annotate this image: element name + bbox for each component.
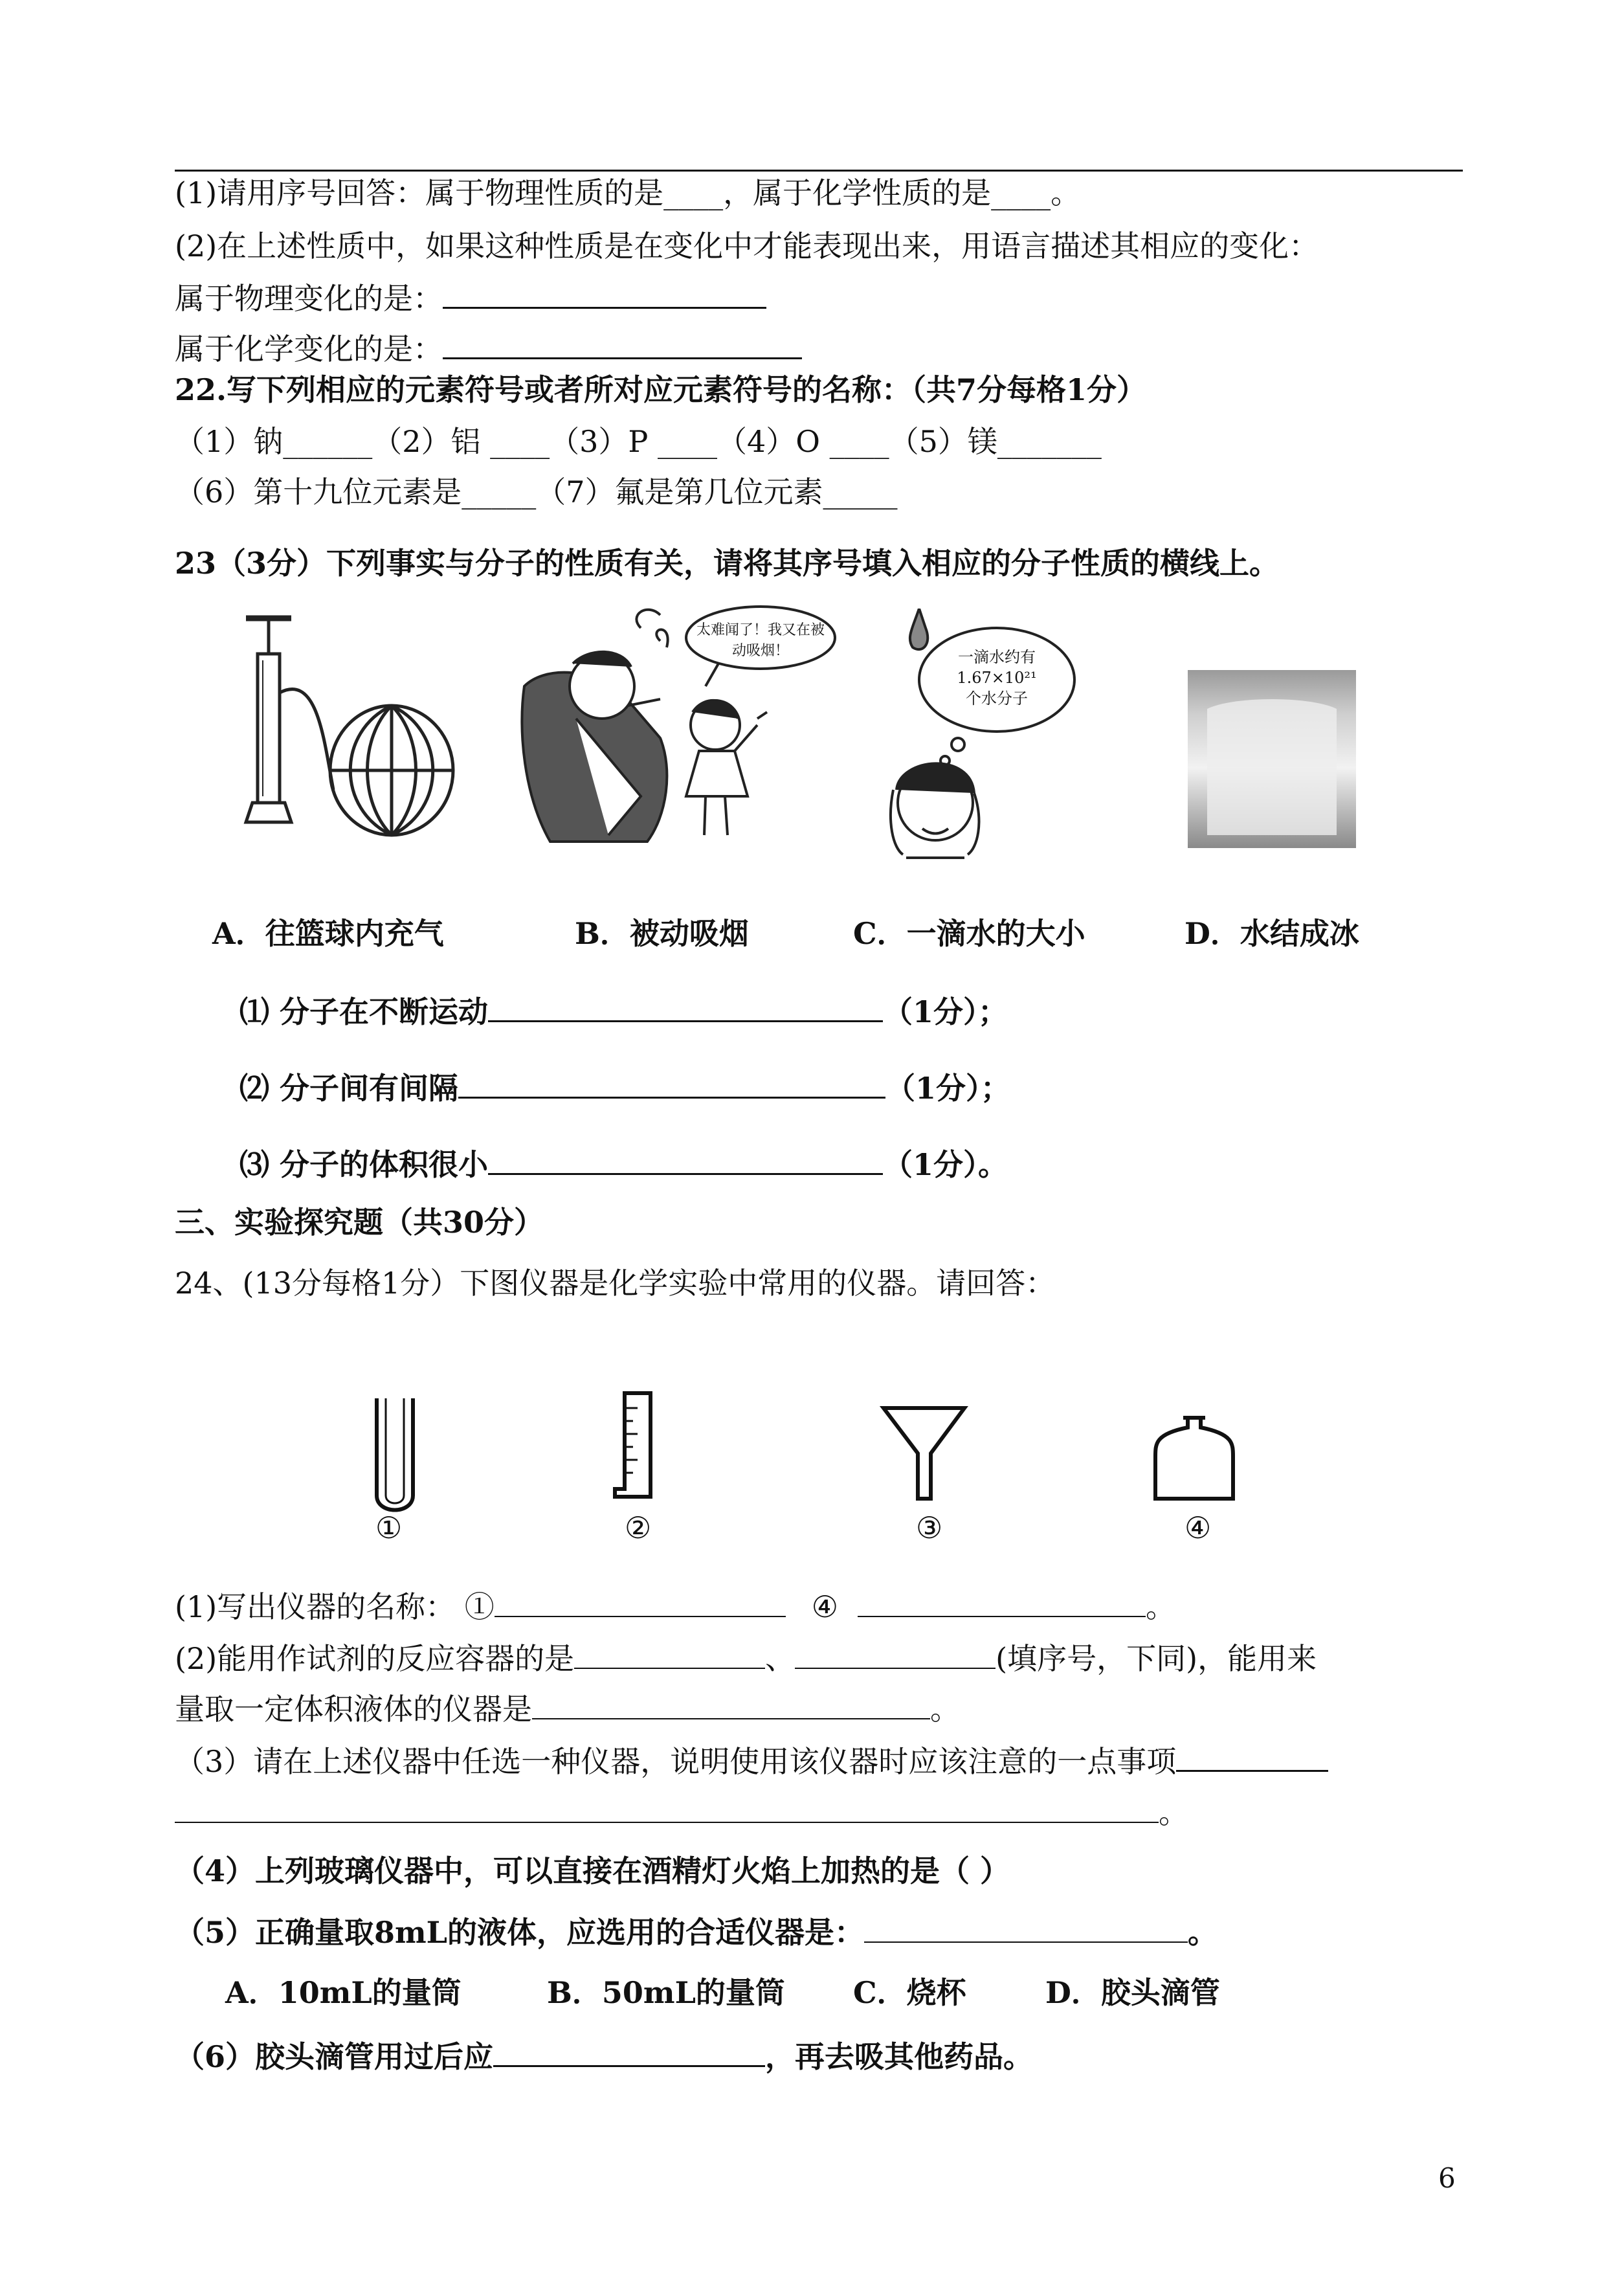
q24-part-1 (175, 1587, 1175, 1626)
q24-part-6-end: ，再去吸其他药品。 (765, 2039, 1034, 2074)
option-c: C．一滴水的大小 (853, 916, 1085, 951)
answer-blank[interactable] (175, 1793, 1159, 1823)
answer-blank[interactable] (495, 1587, 786, 1617)
label-1: ① (375, 1510, 403, 1545)
q22-title: 22.写下列相应的元素符号或者所对应元素符号的名称：（共7分每格1分） (175, 372, 1147, 407)
q24-part-1-text: (1)写出仪器的名称： ① (175, 1589, 495, 1624)
page-number: 6 (1438, 2162, 1456, 2194)
q24-title: 24、(13分每格1分）下图仪器是化学实验中常用的仪器。请回答： (175, 1266, 1056, 1301)
q21-chemical-label: 属于化学变化的是： (175, 331, 443, 366)
q23-item-2-text: ⑵ 分子间有间隔 (239, 1071, 459, 1106)
answer-blank[interactable] (532, 1690, 930, 1719)
q24-part-3-text: （3）请在上述仪器中任选一种仪器，说明使用该仪器时应该注意的一点事项 (175, 1744, 1177, 1779)
q24-5-option-a: A．10mL的量筒 (225, 1975, 462, 2010)
q24-5-option-d: D．胶头滴管 (1045, 1975, 1220, 2010)
answer-blank[interactable] (443, 329, 802, 359)
funnel (884, 1408, 964, 1499)
q24-part-2-sep: 、 (765, 1641, 795, 1676)
answer-blank[interactable] (493, 2037, 765, 2067)
q24-part-5-text: （5）正确量取8mL的液体，应选用的合适仪器是： (175, 1915, 865, 1950)
q24-part-5-end: 。 (1188, 1915, 1218, 1950)
instruments-figure (362, 1379, 1282, 1560)
section-3-heading: 三、实验探究题（共30分） (175, 1205, 544, 1240)
water-drop-picture (887, 609, 1094, 861)
answer-blank[interactable] (443, 278, 766, 309)
option-a: A．往篮球内充气 (212, 916, 444, 951)
q24-part-4: （4）上列玻璃仪器中，可以直接在酒精灯火焰上加热的是（ ） (175, 1853, 1010, 1888)
q21-line-2: (2)在上述性质中，如果这种性质是在变化中才能表现出来，用语言描述其相应的变化： (175, 229, 1319, 263)
q24-5-option-b: B．50mL的量筒 (547, 1975, 785, 2010)
q23-item-2 (239, 1068, 1010, 1108)
water-bubble-line-3: 个水分子 (966, 689, 1028, 708)
answer-blank[interactable] (574, 1639, 765, 1669)
wide-mouth-bottle (1155, 1418, 1233, 1499)
answer-blank[interactable] (795, 1639, 996, 1669)
water-bubble-line-1: 一滴水约有 (958, 648, 1036, 666)
q23-item-2-score: （1分）； (885, 1071, 1011, 1106)
q24-part-1-end: 。 (1146, 1589, 1176, 1624)
label-3: ③ (916, 1510, 943, 1545)
q23-item-3 (239, 1145, 1008, 1184)
q24-part-1-circle-4: ④ (811, 1589, 839, 1624)
label-2: ② (625, 1510, 652, 1545)
answer-blank[interactable] (488, 992, 883, 1022)
test-tube (377, 1398, 413, 1510)
q24-part-2-text: (2)能用作试剂的反应容器的是 (175, 1641, 575, 1676)
smoking-speech-bubble: 太难闻了！我又在被动吸烟！ (696, 622, 825, 659)
q22-row-1: （1）钠______（2）铝 ____（3）P ____（4）O ____（5）镁_______ (175, 424, 1102, 459)
q24-part-3-end: 。 (1159, 1795, 1188, 1830)
ice-picture (1188, 670, 1356, 848)
q23-item-3-text: ⑶ 分子的体积很小 (239, 1147, 489, 1182)
q24-part-6-text: （6）胶头滴管用过后应 (175, 2039, 494, 2074)
q24-part-2-note: (填序号，下同)，能用来 (996, 1641, 1317, 1676)
q24-part-2-cont-text: 量取一定体积液体的仪器是 (175, 1692, 532, 1727)
q24-part-2 (175, 1639, 1317, 1678)
q23-item-1-text: ⑴ 分子在不断运动 (239, 994, 489, 1029)
water-bubble-line-2: 1.67×10²¹ (957, 669, 1037, 687)
pump-basketball-picture (220, 609, 466, 855)
option-b: B．被动吸烟 (575, 916, 749, 951)
q24-part-2-cont (175, 1690, 960, 1728)
answer-blank[interactable] (858, 1587, 1146, 1617)
answer-blank[interactable] (864, 1913, 1188, 1943)
q24-5-option-c: C．烧杯 (853, 1975, 966, 2010)
q23-item-3-score: （1分）。 (883, 1147, 1008, 1182)
q24-part-3-cont (175, 1793, 1188, 1832)
q22-row-2: （6）第十九位元素是_____（7）氟是第几位元素_____ (175, 475, 898, 509)
header-rule (175, 170, 1463, 172)
q24-part-3 (175, 1741, 1328, 1781)
q21-chemical-change (175, 329, 802, 368)
answer-blank[interactable] (1176, 1741, 1328, 1772)
option-d: D．水结成冰 (1185, 916, 1359, 951)
answer-blank[interactable] (458, 1068, 885, 1099)
q24-part-6 (175, 2037, 1033, 2076)
q23-item-1 (239, 992, 1008, 1031)
q23-title: 23（3分）下列事实与分子的性质有关，请将其序号填入相应的分子性质的横线上。 (175, 546, 1280, 581)
q21-physical-label: 属于物理变化的是： (175, 281, 443, 316)
q21-physical-change (175, 278, 766, 318)
label-4: ④ (1185, 1510, 1212, 1545)
q24-part-2-end: 。 (930, 1692, 960, 1727)
answer-blank[interactable] (488, 1145, 883, 1175)
q24-part-5 (175, 1913, 1218, 1952)
q21-line-1: (1)请用序号回答：属于物理性质的是____，属于化学性质的是____。 (175, 175, 1081, 210)
q23-item-1-score: （1分）； (883, 994, 1008, 1029)
